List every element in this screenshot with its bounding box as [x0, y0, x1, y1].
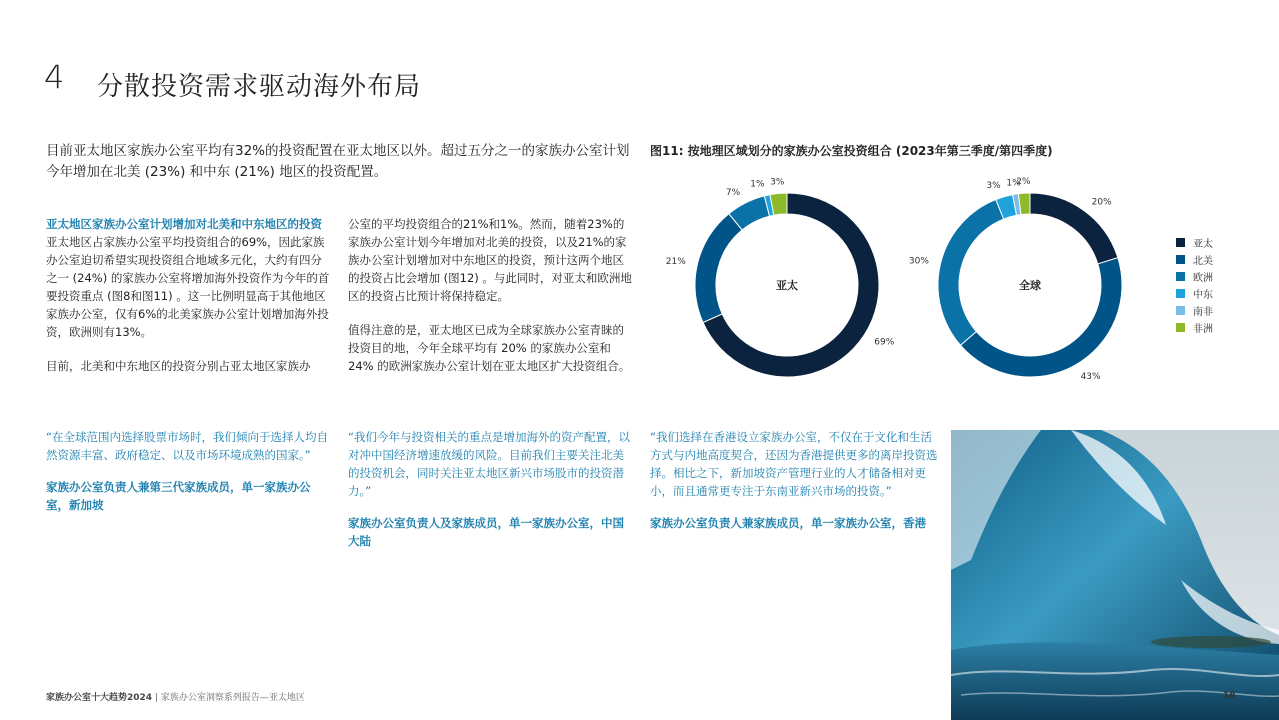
page-number: 18: [1223, 691, 1236, 701]
legend-item: [1176, 234, 1213, 251]
data-label: 30%: [908, 256, 929, 267]
legend-item: [1176, 319, 1213, 336]
body-paragraph: 目前，北美和中东地区的投资分别占亚太地区家族办: [46, 359, 311, 373]
ocean-wave-photo: [951, 430, 1279, 720]
legend-swatch: [1176, 306, 1185, 315]
chart-title: 图11: 按地理区域划分的家族办公室投资组合 (2023年第三季度/第四季度): [650, 144, 1053, 158]
data-label: 3%: [986, 181, 1001, 192]
donut-charts: [640, 165, 1160, 400]
chart-legend: [1176, 234, 1213, 336]
legend-label: 非洲: [1193, 324, 1213, 335]
quote-block: [46, 428, 331, 514]
quote-attribution: 家族办公室负责人及家族成员，单一家族办公室，中国大陆: [348, 516, 624, 548]
legend-label: 亚太: [1193, 239, 1213, 250]
quote-attribution: 家族办公室负责人兼家族成员，单一家族办公室，香港: [650, 516, 926, 530]
quote-text: “我们选择在香港设立家族办公室，不仅在于文化和生活方式与内地高度契合，还因为香港提供更多的离岸投资选择。相比之下，新加坡资产管理行业的人才储备相对更小，而且通常更专注于东南亚新兴市场的投资。”: [650, 430, 938, 498]
legend-swatch: [1176, 323, 1185, 332]
quote-block: [650, 428, 938, 532]
legend-item: [1176, 302, 1213, 319]
data-label: 69%: [874, 337, 895, 348]
legend-item: [1176, 251, 1213, 268]
quote-attribution: 家族办公室负责人兼第三代家族成员，单一家族办公室，新加坡: [46, 480, 311, 512]
data-label: 3%: [770, 177, 785, 188]
section-number: 4: [44, 58, 65, 96]
donut-slice-全球-非洲: [1018, 193, 1030, 215]
quote-block: [348, 428, 633, 550]
footer-text: 家族办公室十大趋势2024 | 家族办公室洞察系列报告—亚太地区: [46, 693, 305, 703]
legend-item: [1176, 285, 1213, 302]
body-paragraph: 亚太地区占家族办公室平均投资组合的69%，因此家族办公室迫切希望实现投资组合地域多元化，大约有四分之一 (24%) 的家族办公室将增加海外投资作为今年的首要投资重点 (图8和图11) 。这一比例明显高于其他地区家族办公室，仅有6%的北美家族办公室计划增加海外投资，欧洲则有13%。: [46, 235, 330, 339]
legend-swatch: [1176, 272, 1185, 281]
data-label: 1%: [1006, 178, 1021, 189]
donut-center-label: 全球: [1019, 279, 1041, 292]
body-column-2: [348, 215, 632, 391]
intro-paragraph: 目前亚太地区家族办公室平均有32%的投资配置在亚太地区以外。超过五分之一的家族办公室计划今年增加在北美 (23%) 和中东 (21%) 地区的投资配置。: [46, 143, 630, 180]
legend-swatch: [1176, 238, 1185, 247]
donut-slice-亚太-北美: [695, 214, 742, 323]
legend-swatch: [1176, 255, 1185, 264]
footer-report: 家族办公室十大趋势2024: [46, 693, 153, 703]
data-label: 43%: [1080, 371, 1101, 382]
legend-label: 北美: [1193, 256, 1213, 267]
data-label: 2%: [1016, 177, 1031, 188]
data-label: 1%: [750, 179, 765, 190]
quote-text: “在全球范围内选择股票市场时，我们倾向于选择人均自然资源丰富、政府稳定、以及市场环境成熟的国家。”: [46, 430, 328, 462]
data-label: 21%: [665, 256, 686, 267]
donut-slice-全球-欧洲: [938, 200, 1004, 346]
data-label: 20%: [1091, 197, 1112, 208]
body-paragraph: 公室的平均投资组合的21%和1%。然而，随着23%的家族办公室计划今年增加对北美的投资，以及21%的家族办公室计划增加对中东地区的投资，预计这两个地区的投资占比会增加 (图12) 。与此同时，对亚太和欧洲地区的投资占比预计将保持稳定。: [348, 217, 632, 303]
footer-series: 家族办公室洞察系列报告—亚太地区: [160, 693, 305, 703]
quote-text: “我们今年与投资相关的重点是增加海外的资产配置，以对冲中国经济增速放缓的风险。目前我们主要关注北美的投资机会，同时关注亚太地区新兴市场股市的投资潜力。”: [348, 430, 630, 498]
column-subhead: 亚太地区家族办公室计划增加对北美和中东地区的投资: [46, 217, 322, 231]
wave-image: [951, 430, 1279, 720]
body-paragraph: 值得注意的是，亚太地区已成为全球家族办公室青睐的投资目的地，今年全球平均有 20% 的家族办公室和 24% 的欧洲家族办公室计划在亚太地区扩大投资组合。: [348, 323, 631, 373]
page-title: 分散投资需求驱动海外布局: [97, 72, 422, 102]
body-column-1: [46, 215, 331, 391]
donut-slice-全球-北美: [960, 258, 1122, 377]
legend-swatch: [1176, 289, 1185, 298]
data-label: 7%: [725, 188, 741, 199]
legend-label: 欧洲: [1193, 273, 1213, 284]
legend-item: [1176, 268, 1213, 285]
legend-label: 中东: [1193, 290, 1213, 301]
legend-label: 南非: [1193, 307, 1213, 318]
donut-center-label: 亚太: [776, 279, 798, 292]
